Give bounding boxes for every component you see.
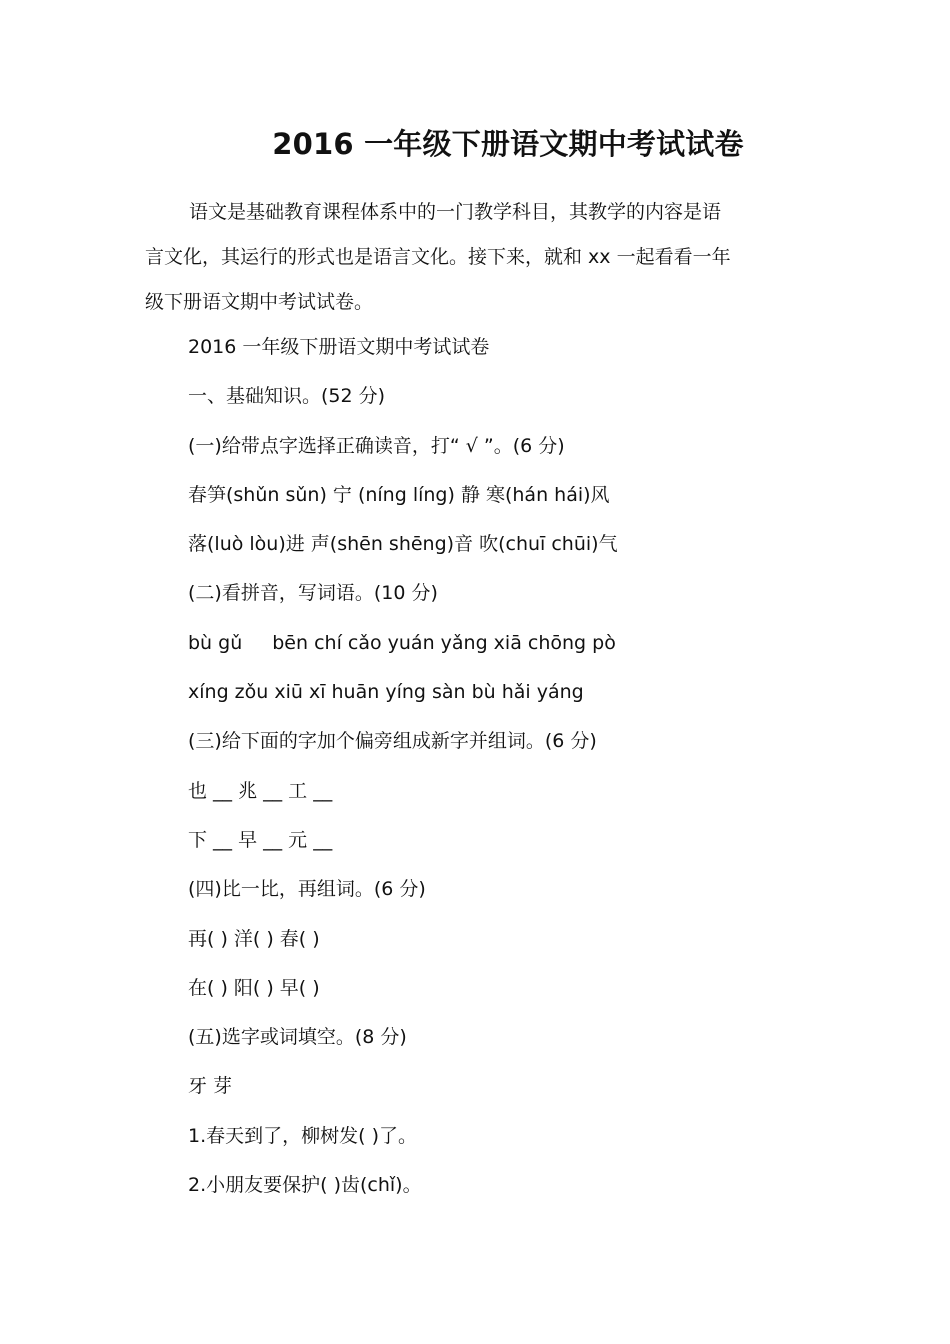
question-5-choices: 牙 芽 (188, 1075, 233, 1098)
question-5-item-1: 1.春天到了，柳树发( )了。 (188, 1124, 417, 1147)
intro-line-3: 级下册语文期中考试试卷。 (145, 291, 374, 313)
question-3-row-1: 也 __ 兆 __ 工 __ (188, 779, 333, 802)
question-4-row-2: 在( ) 阳( ) 早( ) (188, 976, 320, 999)
question-4-heading: (四)比一比，再组词。(6 分) (188, 878, 426, 901)
question-3-row-2: 下 __ 早 __ 元 __ (188, 828, 333, 851)
question-3-heading: (三)给下面的字加个偏旁组成新字并组词。(6 分) (188, 730, 597, 753)
pinyin-group-a: bù gǔ (188, 631, 243, 654)
question-2-row-2: xíng zǒu xiū xī huān yíng sàn bù hǎi yáng (188, 681, 584, 704)
question-1-row-2: 落(luò lòu)进 声(shēn shēng)音 吹(chuī chūi)气 (188, 533, 618, 556)
exam-subtitle: 2016 一年级下册语文期中考试试卷 (188, 336, 490, 358)
question-2-row-1 (188, 626, 808, 675)
question-2-heading: (二)看拼音，写词语。(10 分) (188, 582, 438, 605)
intro-line-2: 言文化，其运行的形式也是语言文化。接下来，就和 xx 一起看看一年 (145, 246, 731, 268)
question-5-heading: (五)选字或词填空。(8 分) (188, 1026, 407, 1049)
question-5-item-2: 2.小朋友要保护( )齿(chǐ)。 (188, 1174, 422, 1197)
intro-line-1: 语文是基础教育课程体系中的一门教学科目，其教学的内容是语 (189, 201, 722, 223)
question-1-row-1: 春笋(shǔn sǔn) 宁 (níng líng) 静 寒(hán hái)风 (188, 483, 610, 506)
exam-body (188, 330, 808, 1217)
section-heading-basics: 一、基础知识。(52 分) (188, 385, 386, 408)
pinyin-group-b: bēn chí cǎo yuán yǎng xiā chōng pò (272, 631, 616, 654)
document-title: 2016 一年级下册语文期中考试试卷 (272, 127, 744, 161)
intro-paragraph (145, 190, 810, 325)
question-1-heading: (一)给带点字选择正确读音，打“ √ ”。(6 分) (188, 434, 565, 457)
question-4-row-1: 再( ) 洋( ) 春( ) (188, 927, 320, 950)
